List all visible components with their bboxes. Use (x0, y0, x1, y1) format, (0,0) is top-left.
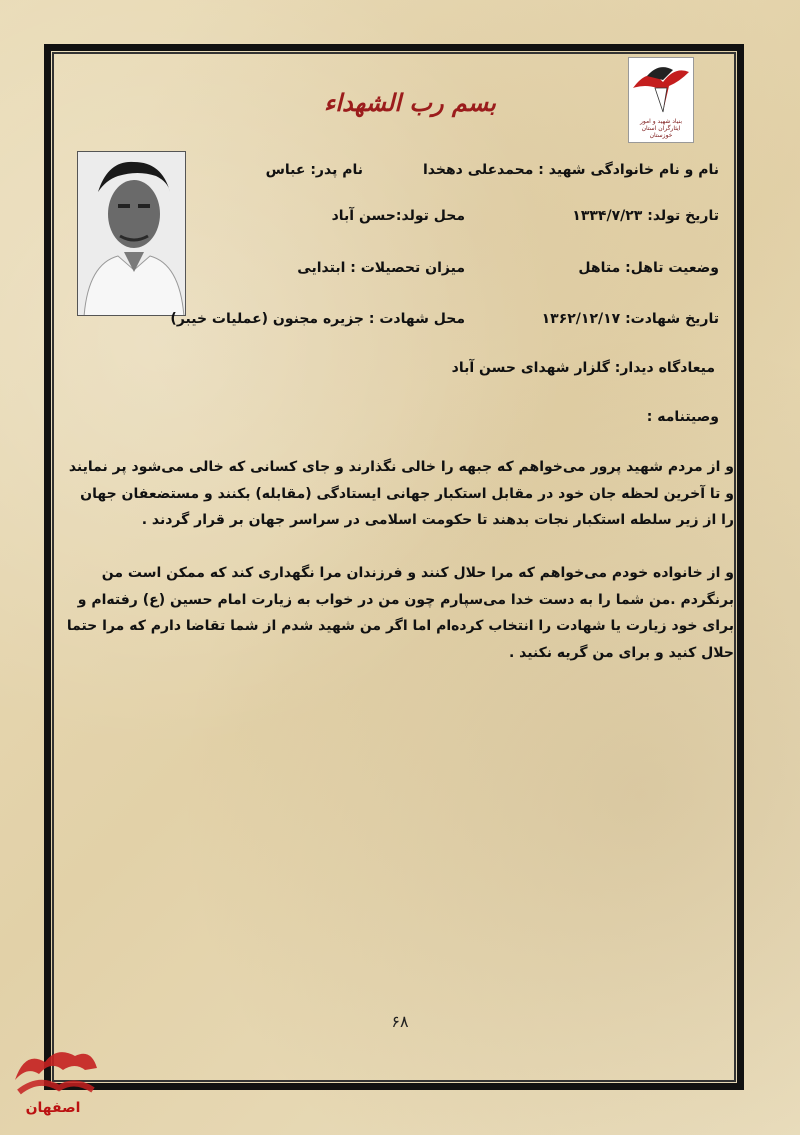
father-name: نام پدر: عباس (265, 162, 363, 178)
page-number: ۶۸ (391, 1012, 409, 1031)
martyr-name: نام و نام خانوادگی شهید : محمدعلی دهخدا (423, 162, 719, 178)
emblem-icon (629, 58, 693, 118)
marital-status: وضعیت تاهل: متاهل (578, 260, 719, 276)
birth-place: محل تولد:حسن آباد (331, 208, 465, 224)
portrait-icon (78, 152, 186, 316)
foundation-logo (628, 57, 694, 143)
page-title: بسم رب الشهداء (324, 88, 496, 117)
birth-date: تاریخ تولد: ۱۳۳۴/۷/۲۳ (572, 208, 719, 224)
watermark-logo (5, 1040, 101, 1130)
education-level: میزان تحصیلات : ابتدایی (297, 260, 465, 276)
martyr-photo (77, 151, 186, 316)
watermark-city: اصفهان (25, 1100, 81, 1116)
will-heading: وصیتنامه : (646, 409, 719, 425)
meeting-place: میعادگاه دیدار: گلزار شهدای حسن آباد (451, 360, 715, 376)
watermark-icon (5, 1040, 101, 1100)
martyrdom-date: تاریخ شهادت: ۱۳۶۲/۱۲/۱۷ (541, 311, 719, 327)
logo-caption: بنیاد شهید و امور ایثارگران استان خوزستان (639, 118, 683, 139)
martyrdom-place: محل شهادت : جزیره مجنون (عملیات خیبر) (170, 311, 465, 327)
will-paragraph-2: و از خانواده خودم می‌خواهم که مرا حلال کنند و فرزندان مرا نگهداری کند که ممکن است من برنگردم .من شما را به دست خدا می‌سپارم چون من در خواب به زیارت امام حسین (ع) رفته‌ام و برای خود زیارت یا شهادت را انتخاب کرده‌ام اما اگر من شهید شدم از شما تقاضا دارم که مرا حتما حلال کنید و برای من گریه نکنید . (66, 565, 734, 661)
will-paragraph-1: و از مردم شهید پرور می‌خواهم که جبهه را خالی نگذارند و جای کسانی که خالی می‌شود پر نمایند و تا آخرین لحظه جان خود در مقابل استکبار جهانی ایستادگی (مقابله) بکنند و مستضعفان جهان را از زیر سلطه استکبار نجات بدهند تا حکومت اسلامی در سراسر جهان بر قرار گردند . (68, 459, 734, 528)
